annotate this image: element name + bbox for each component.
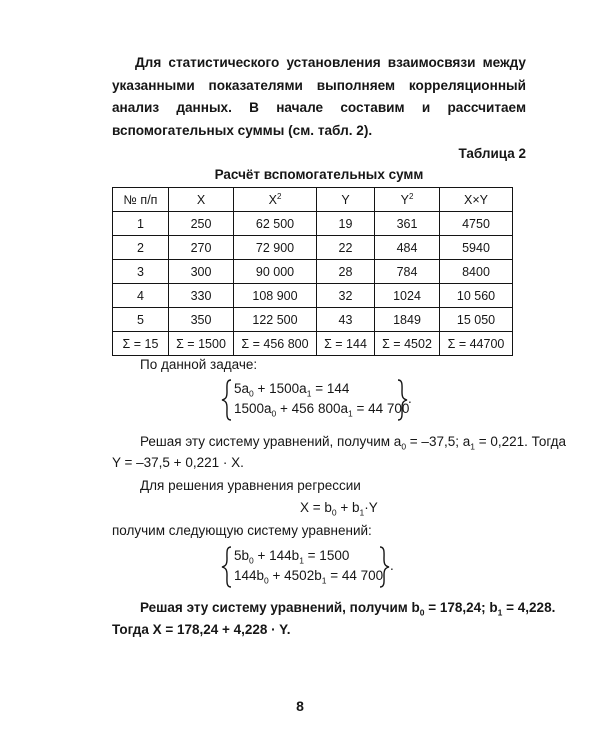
total-cell: Σ = 1500 (169, 332, 234, 356)
left-brace-icon (221, 545, 233, 589)
equation-line: $5b_0 + 144b_1 = 1500$ (234, 548, 350, 566)
table-cell: 330 (169, 284, 234, 308)
table-cell: 270 (169, 236, 234, 260)
right-brace-icon (378, 545, 390, 589)
equation-line: $5a_0 + 1500a_1 = 144$ (234, 381, 350, 399)
equation-end: . (408, 391, 412, 406)
table-cell: 108 900 (234, 284, 317, 308)
table-cell: 300 (169, 260, 234, 284)
header-cell: X×Y (440, 188, 513, 212)
total-cell: Σ = 44700 (440, 332, 513, 356)
right-brace-icon (396, 378, 408, 422)
table-cell: 15 050 (440, 308, 513, 332)
equation-line: $144b_0 + 4502b_1 = 44$ 700 (234, 568, 384, 586)
regression-equation: $X = b_0 + b_1\cdot Y$ (300, 500, 378, 518)
header-cell: $Y^2$ (375, 188, 440, 212)
page-number: 8 (296, 698, 304, 714)
table-cell: 3 (113, 260, 169, 284)
equation-system-2 (221, 545, 421, 591)
solve-line-1: Решая эту систему уравнений, получим $a_0 = -37,5$; $a_1 = 0,221$. Тогда (140, 434, 567, 452)
table-cell: 43 (317, 308, 375, 332)
table-cell: 1 (113, 212, 169, 236)
total-cell: Σ = 15 (113, 332, 169, 356)
table-cell: 22 (317, 236, 375, 260)
table-cell: 8400 (440, 260, 513, 284)
table-cell: 1849 (375, 308, 440, 332)
sums-table (112, 187, 513, 356)
table-title: Расчёт вспомогательных сумм (214, 167, 424, 182)
header-cell: № п/п (113, 188, 169, 212)
table-cell: 1024 (375, 284, 440, 308)
table-row (113, 308, 513, 332)
regression-result-2: Тогда X = 178,24 + 4,228 · Y. (112, 622, 291, 637)
total-cell: Σ = 456 800 (234, 332, 317, 356)
regression-result-1: Y = –37,5 + 0,221 · X. (112, 455, 244, 470)
table-totals-row (113, 332, 513, 356)
get-system-label: получим следующую систему уравнений: (112, 523, 372, 538)
total-cell: Σ = 4502 (375, 332, 440, 356)
table-cell: 5 (113, 308, 169, 332)
by-task-label: По данной задаче: (140, 357, 258, 372)
equation-system-1 (221, 378, 421, 424)
header-cell: Y (317, 188, 375, 212)
solve-line-2: Решая эту систему уравнений, получим $b_0 = 178,24$; $b_1 = 4,228$. (140, 600, 556, 618)
table-cell: 19 (317, 212, 375, 236)
table-cell: 32 (317, 284, 375, 308)
table-cell: 90 000 (234, 260, 317, 284)
table-header-row (113, 188, 513, 212)
intro-paragraph (112, 52, 526, 142)
table-cell: 361 (375, 212, 440, 236)
equation-line: $1500a_0 + 456$ $800a_1 = 44$ 700 (234, 401, 410, 419)
table-cell: 72 900 (234, 236, 317, 260)
table-cell: 2 (113, 236, 169, 260)
total-cell: Σ = 144 (317, 332, 375, 356)
table-cell: 4750 (440, 212, 513, 236)
equation-end: . (390, 558, 394, 573)
table-cell: 5940 (440, 236, 513, 260)
table-row (113, 260, 513, 284)
table-cell: 350 (169, 308, 234, 332)
regression-intro: Для решения уравнения регрессии (140, 478, 361, 493)
table-cell: 784 (375, 260, 440, 284)
intro-paragraph-text: Для статистического установления взаимосвязи между указанными показателями выполняем корреляционный анализ данных. В начале составим и рассчитаем вспомогательных суммы (см. табл. 2). (112, 55, 526, 138)
table-cell: 4 (113, 284, 169, 308)
header-cell: $X^2$ (234, 188, 317, 212)
table-cell: 10 560 (440, 284, 513, 308)
table-row (113, 212, 513, 236)
left-brace-icon (221, 378, 233, 422)
table-cell: 484 (375, 236, 440, 260)
table-cell: 62 500 (234, 212, 317, 236)
header-cell: X (169, 188, 234, 212)
table-row (113, 284, 513, 308)
table-row (113, 236, 513, 260)
table-cell: 122 500 (234, 308, 317, 332)
table-cell: 28 (317, 260, 375, 284)
table-label: Таблица 2 (458, 146, 526, 161)
table-cell: 250 (169, 212, 234, 236)
